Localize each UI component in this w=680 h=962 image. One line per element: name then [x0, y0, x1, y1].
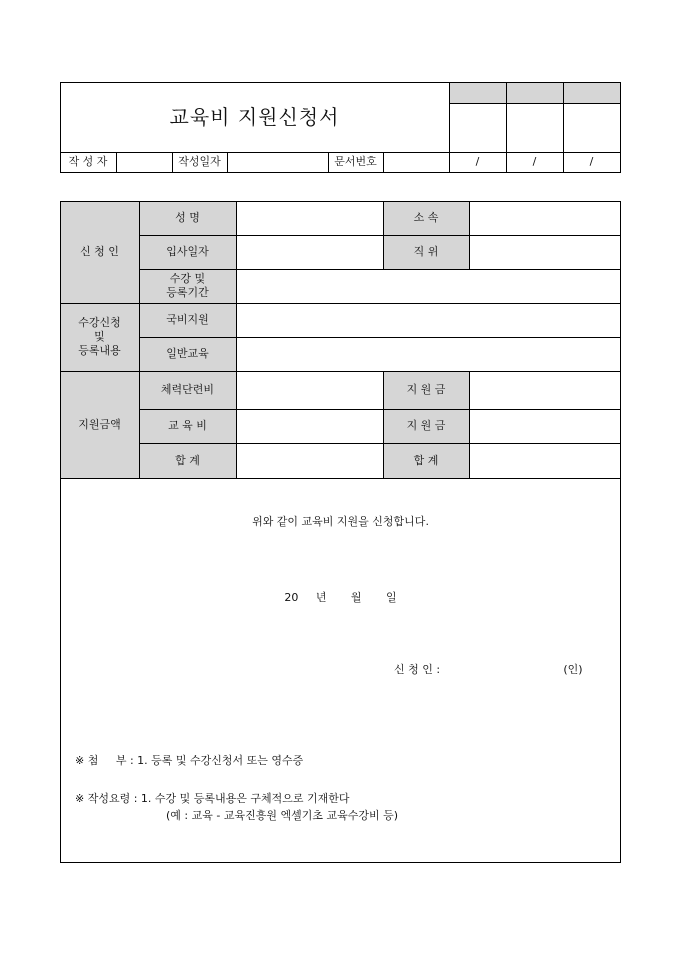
approval-box-1[interactable]	[450, 104, 506, 152]
approval-box-3[interactable]	[564, 104, 620, 152]
course-section-label: 수강신청 및 등록내용	[78, 316, 121, 357]
applicant-signature-field[interactable]	[474, 660, 554, 680]
position-field[interactable]	[470, 236, 620, 269]
application-statement: 위와 같이 교육비 지원을 신청합니다.	[252, 515, 429, 529]
approval-header-strip	[449, 83, 620, 103]
applicant-section-label: 신 청 인	[80, 245, 119, 259]
approval-date-slash[interactable]: /	[589, 155, 594, 169]
guideline-example: (예 : 교육 - 교육진흥원 엑셀기초 교육수강비 등)	[166, 809, 399, 823]
docno-field[interactable]	[384, 153, 449, 172]
hire-date-field[interactable]	[237, 236, 383, 269]
applicant-signature-label: 신 청 인 :	[394, 663, 441, 677]
education-amount-field[interactable]	[470, 410, 620, 443]
total-field[interactable]	[237, 444, 383, 478]
affiliation-label: 소 속	[413, 211, 439, 225]
hire-date-label: 입사일자	[166, 245, 209, 259]
approval-date-slash[interactable]: /	[532, 155, 537, 169]
approval-date-slash[interactable]: /	[475, 155, 480, 169]
name-label: 성 명	[175, 211, 200, 225]
support-section-label: 지원금액	[78, 417, 121, 431]
attachment-note: ※ 첨 부 : 1. 등록 및 수강신청서 또는 영수증	[75, 754, 304, 768]
seal-mark: (인)	[563, 663, 583, 677]
guideline-note: ※ 작성요령 : 1. 수강 및 등록내용은 구체적으로 기재한다	[75, 792, 350, 806]
fitness-amount-field[interactable]	[470, 372, 620, 409]
general-education-field[interactable]	[237, 338, 620, 371]
author-label: 작 성 자	[68, 155, 108, 169]
total-amount-field[interactable]	[470, 444, 620, 478]
date-label: 작성일자	[178, 155, 221, 169]
education-amount-label: 지 원 금	[406, 419, 446, 433]
national-support-label: 국비지원	[166, 313, 209, 327]
date-line: 20 년 월 일	[284, 591, 397, 605]
date-field[interactable]	[228, 153, 328, 172]
general-education-label: 일반교육	[166, 347, 209, 361]
fitness-field[interactable]	[237, 372, 383, 409]
total-amount-label: 합 계	[413, 453, 439, 467]
fitness-label: 체력단련비	[160, 383, 215, 397]
total-label: 합 계	[175, 453, 200, 467]
fitness-amount-label: 지 원 금	[406, 383, 446, 397]
approval-box-2[interactable]	[507, 104, 563, 152]
page-title: 교육비 지원신청서	[169, 104, 340, 129]
period-field[interactable]	[237, 270, 620, 303]
docno-label: 문서번호	[334, 155, 377, 169]
author-field[interactable]	[117, 153, 172, 172]
name-field[interactable]	[237, 202, 383, 235]
education-cost-label: 교 육 비	[168, 419, 207, 433]
position-label: 직 위	[413, 245, 439, 259]
education-cost-field[interactable]	[237, 410, 383, 443]
period-label: 수강 및 등록기간	[166, 272, 209, 299]
affiliation-field[interactable]	[470, 202, 620, 235]
national-support-field[interactable]	[237, 304, 620, 337]
